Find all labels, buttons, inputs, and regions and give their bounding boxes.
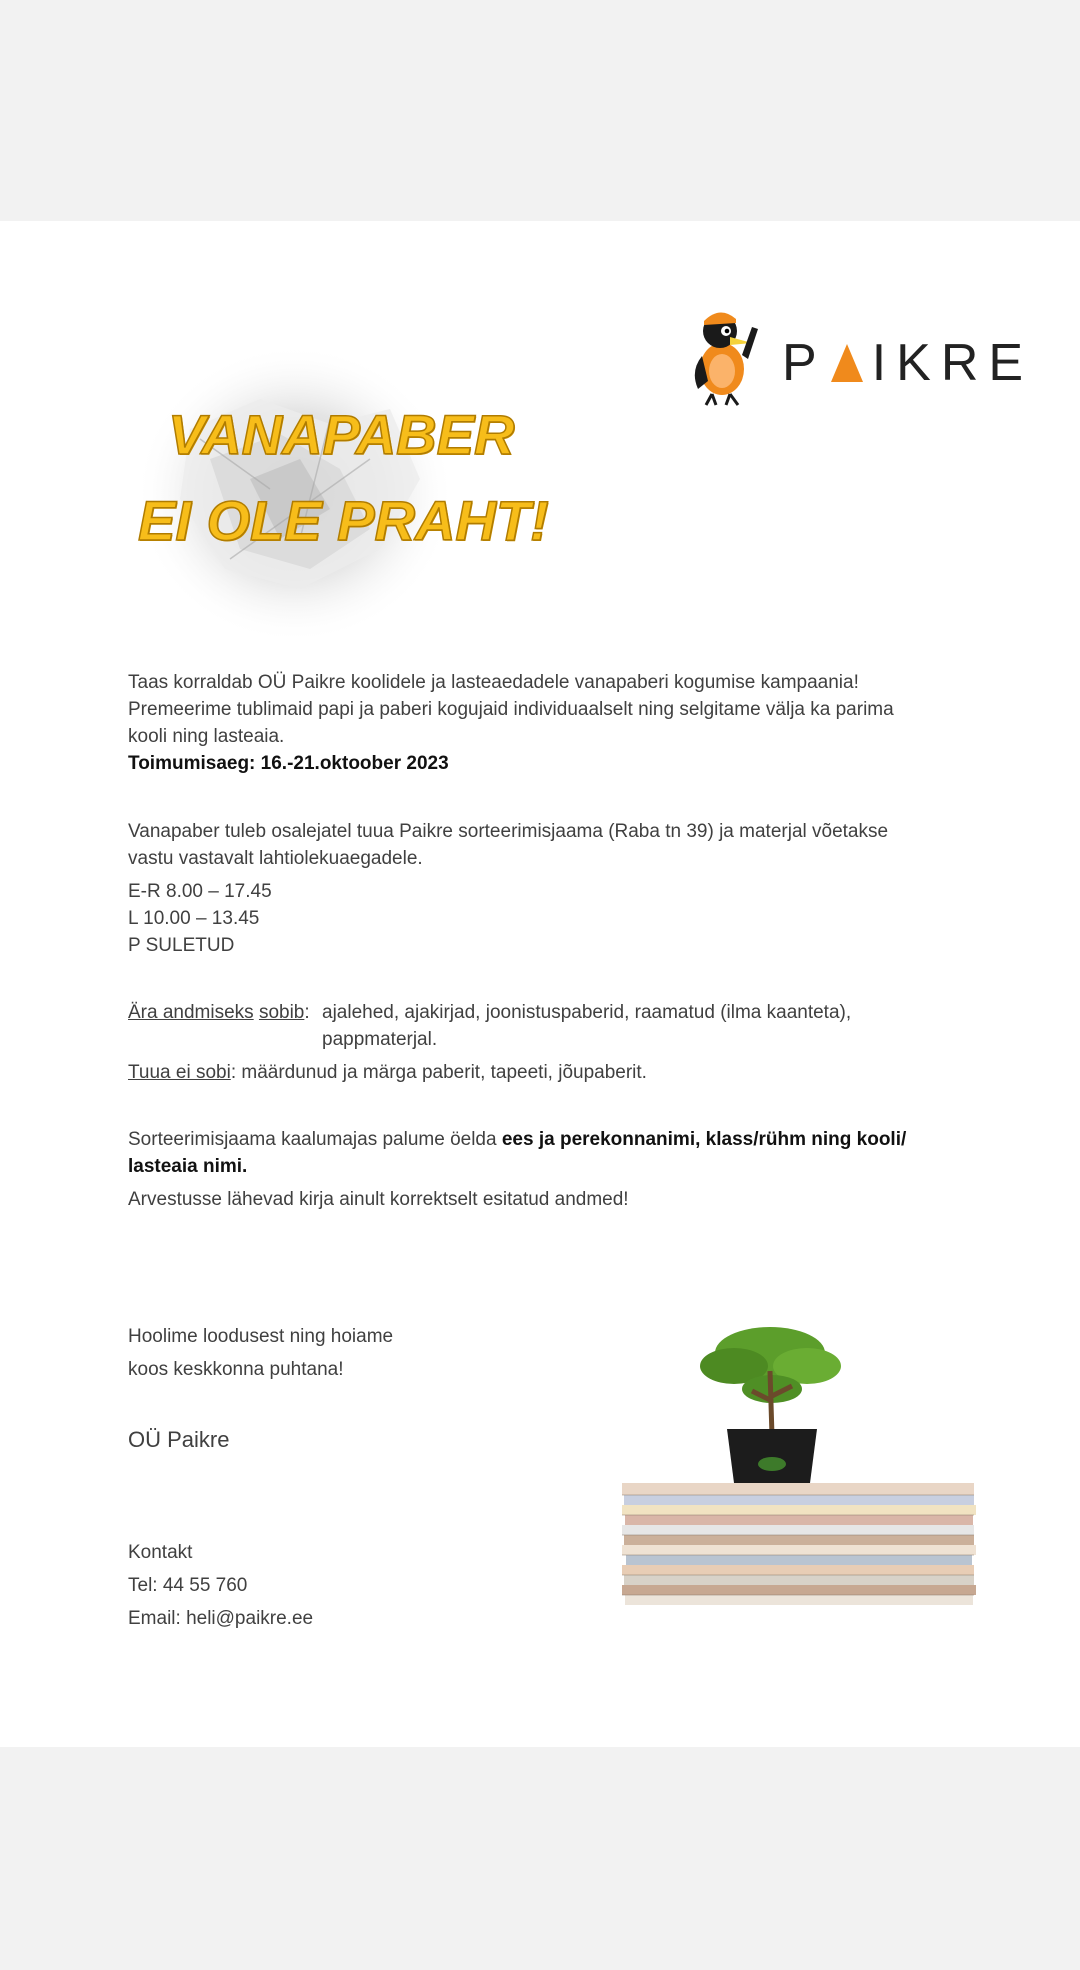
- bird-mascot-icon: [686, 301, 766, 409]
- logo-text-after: IKRE: [871, 334, 1034, 392]
- headline-line-1: VANAPABER: [168, 403, 515, 466]
- intro-line-2: Premeerime tublimaid papi ja paberi kogujaid individuaalselt ning selgitame välja ka parima: [128, 699, 894, 720]
- weighing-note: Arvestusse lähevad kirja ainult korrektselt esitatud andmed!: [128, 1189, 629, 1210]
- accepted-materials-label: [128, 999, 310, 1026]
- contact-title: Kontakt: [128, 1542, 193, 1563]
- intro-line-3: kooli ning lasteaia.: [128, 726, 285, 747]
- accepted-label-part-1: Ära andmiseks: [128, 1002, 254, 1023]
- accepted-label-colon: :: [304, 1002, 310, 1023]
- closing-line-2: koos keskkonna puhtana!: [128, 1359, 344, 1380]
- company-signature: OÜ Paikre: [128, 1427, 230, 1452]
- headline-line-2: EI OLE PRAHT!: [138, 489, 549, 552]
- rejected-label: Tuua ei sobi: [128, 1062, 231, 1083]
- logo-triangle-icon: [831, 344, 863, 382]
- closing-line-1: Hoolime loodusest ning hoiame: [128, 1326, 394, 1347]
- opening-hours-saturday: L 10.00 – 13.45: [128, 908, 260, 929]
- document-page: [0, 221, 1080, 1747]
- campaign-dates: Toimumisaeg: 16.-21.oktoober 2023: [128, 753, 449, 774]
- accepted-label-part-2: sobib: [258, 1002, 305, 1023]
- accepted-materials-line-1: ajalehed, ajakirjad, joonistuspaberid, raamatud (ilma kaanteta),: [322, 1002, 852, 1023]
- contact-email: Email: heli@paikre.ee: [128, 1608, 314, 1629]
- weighing-required-info: ees ja perekonnanimi, klass/rühm ning kooli/: [501, 1129, 907, 1150]
- weighing-line-1: [128, 1126, 906, 1153]
- opening-hours-weekdays: E-R 8.00 – 17.45: [128, 881, 272, 902]
- weighing-line-2: lasteaia nimi.: [128, 1156, 248, 1177]
- logo-wordmark: [782, 333, 1033, 393]
- opening-hours-sunday: P SULETUD: [128, 935, 235, 956]
- contact-phone: Tel: 44 55 760: [128, 1575, 248, 1596]
- intro-line-1: Taas korraldab OÜ Paikre koolidele ja lasteaedadele vanapaberi kogumise kampaania!: [128, 672, 859, 693]
- delivery-line-2: vastu vastavalt lahtiolekuaegadele.: [128, 848, 423, 869]
- plant-on-newspapers-image: [622, 1311, 982, 1621]
- delivery-line-1: Vanapaber tuleb osalejatel tuua Paikre sorteerimisjaama (Raba tn 39) ja materjal võetakse: [128, 821, 889, 842]
- rejected-materials: [128, 1059, 647, 1086]
- rejected-text: : määrdunud ja märga paberit, tapeeti, jõupaberit.: [230, 1062, 647, 1083]
- logo-text-before: P: [782, 334, 827, 392]
- weighing-plain-text: Sorteerimisjaama kaalumajas palume öelda: [128, 1129, 502, 1150]
- accepted-materials-line-2: pappmaterjal.: [322, 1029, 438, 1050]
